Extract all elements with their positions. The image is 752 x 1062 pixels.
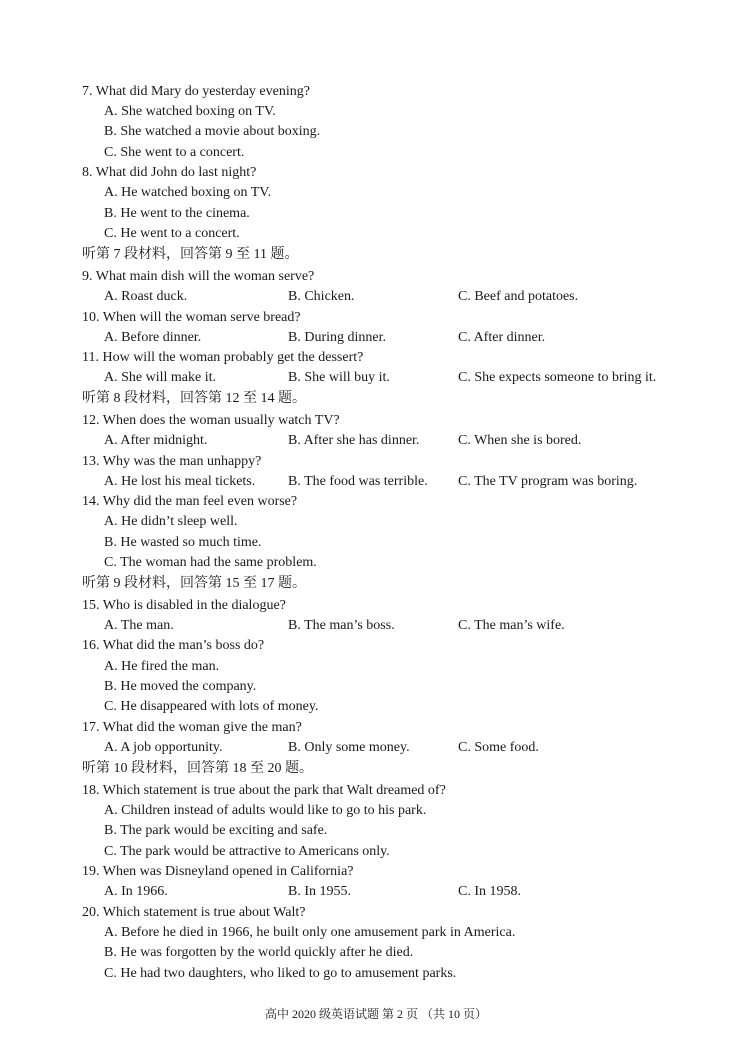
- question-15-option-a: A. The man.: [104, 618, 174, 633]
- question-19-option-c: C. In 1958.: [458, 884, 521, 899]
- question-7-option-c: C. She went to a concert.: [104, 145, 245, 160]
- question-16-option-b: B. He moved the company.: [104, 679, 257, 694]
- question-14-stem: 14. Why did the man feel even worse?: [82, 494, 298, 509]
- question-7-option-a: A. She watched boxing on TV.: [104, 104, 276, 119]
- question-20-option-c: C. He had two daughters, who liked to go to amusement parks.: [104, 966, 457, 981]
- question-18-option-b: B. The park would be exciting and safe.: [104, 823, 328, 838]
- question-17-stem: 17. What did the woman give the man?: [82, 720, 302, 735]
- question-16-option-a: A. He fired the man.: [104, 659, 220, 674]
- question-9-stem: 9. What main dish will the woman serve?: [82, 269, 315, 284]
- question-12-option-b: B. After she has dinner.: [288, 433, 420, 448]
- question-8-option-a: A. He watched boxing on TV.: [104, 185, 272, 200]
- page-footer: 高中 2020 级英语试题 第 2 页 （共 10 页）: [264, 1007, 487, 1021]
- question-10-option-c: C. After dinner.: [458, 330, 546, 345]
- section-8-instruction: 听第 8 段材料，回答第 12 至 14 题。: [82, 391, 306, 406]
- question-14-option-c: C. The woman had the same problem.: [104, 555, 317, 570]
- question-10-option-a: A. Before dinner.: [104, 330, 202, 345]
- question-12-stem: 12. When does the woman usually watch TV?: [82, 413, 340, 428]
- section-10-instruction: 听第 10 段材料，回答第 18 至 20 题。: [82, 761, 313, 776]
- question-20-stem: 20. Which statement is true about Walt?: [82, 905, 306, 920]
- question-9-option-a: A. Roast duck.: [104, 289, 188, 304]
- question-11-option-b: B. She will buy it.: [288, 370, 390, 385]
- question-10-stem: 10. When will the woman serve bread?: [82, 310, 301, 325]
- question-14-option-b: B. He wasted so much time.: [104, 535, 262, 550]
- question-13-stem: 13. Why was the man unhappy?: [82, 454, 262, 469]
- question-13-option-b: B. The food was terrible.: [288, 474, 428, 489]
- question-15-option-b: B. The man’s boss.: [288, 618, 395, 633]
- question-19-option-a: A. In 1966.: [104, 884, 168, 899]
- question-8-option-c: C. He went to a concert.: [104, 226, 240, 241]
- question-14-option-a: A. He didn’t sleep well.: [104, 514, 238, 529]
- question-18-option-a: A. Children instead of adults would like to go to his park.: [104, 803, 427, 818]
- question-16-option-c: C. He disappeared with lots of money.: [104, 699, 319, 714]
- question-18-stem: 18. Which statement is true about the park that Walt dreamed of?: [82, 783, 446, 798]
- question-20-option-a: A. Before he died in 1966, he built only one amusement park in America.: [104, 925, 516, 940]
- question-11-option-a: A. She will make it.: [104, 370, 216, 385]
- question-20-option-b: B. He was forgotten by the world quickly after he died.: [104, 945, 414, 960]
- question-18-option-c: C. The park would be attractive to Americans only.: [104, 844, 390, 859]
- question-13-option-c: C. The TV program was boring.: [458, 474, 638, 489]
- question-7-stem: 7. What did Mary do yesterday evening?: [82, 84, 310, 99]
- section-9-instruction: 听第 9 段材料，回答第 15 至 17 题。: [82, 576, 306, 591]
- question-8-stem: 8. What did John do last night?: [82, 165, 257, 180]
- question-13-option-a: A. He lost his meal tickets.: [104, 474, 256, 489]
- question-17-option-b: B. Only some money.: [288, 740, 410, 755]
- question-15-option-c: C. The man’s wife.: [458, 618, 565, 633]
- question-12-option-a: A. After midnight.: [104, 433, 208, 448]
- question-12-option-c: C. When she is bored.: [458, 433, 582, 448]
- question-11-stem: 11. How will the woman probably get the dessert?: [82, 350, 364, 365]
- question-8-option-b: B. He went to the cinema.: [104, 206, 250, 221]
- question-7-option-b: B. She watched a movie about boxing.: [104, 124, 321, 139]
- question-9-option-b: B. Chicken.: [288, 289, 355, 304]
- question-11-option-c: C. She expects someone to bring it.: [458, 370, 657, 385]
- question-19-option-b: B. In 1955.: [288, 884, 351, 899]
- question-15-stem: 15. Who is disabled in the dialogue?: [82, 598, 286, 613]
- question-19-stem: 19. When was Disneyland opened in California?: [82, 864, 354, 879]
- question-17-option-a: A. A job opportunity.: [104, 740, 223, 755]
- question-9-option-c: C. Beef and potatoes.: [458, 289, 579, 304]
- question-16-stem: 16. What did the man’s boss do?: [82, 638, 265, 653]
- question-10-option-b: B. During dinner.: [288, 330, 386, 345]
- section-7-instruction: 听第 7 段材料，回答第 9 至 11 题。: [82, 247, 299, 262]
- question-17-option-c: C. Some food.: [458, 740, 539, 755]
